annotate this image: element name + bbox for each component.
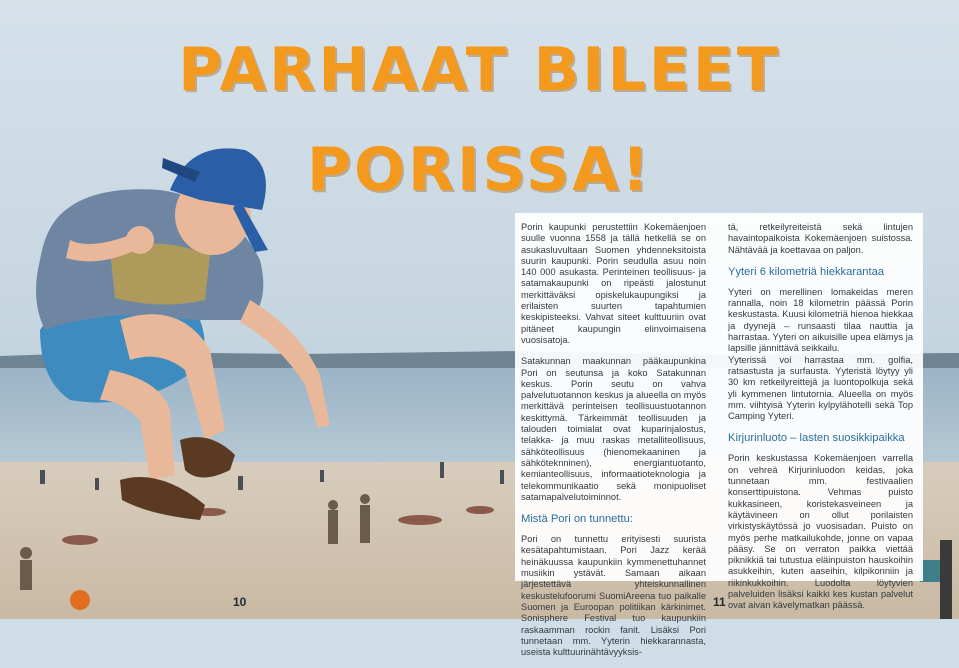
subheading-kirjurinluoto: Kirjurinluoto – lasten suosikkipaikka <box>728 432 905 445</box>
paragraph-intro: Porin kaupunki perustettiin Kokemäenjoen suulle vuonna 1558 ja tällä hetkellä se on asukasluvultaan Suomen yhdenneksitoista suurin kaupunki. Porin seudulla asuu noin 140 000 asukasta. Perinteinen teollisuus- ja satamakaupunki on ripeästi jalostunut merkittäväksi opiskelukaupungiksi ja erilaisten suurten tapahtumien keskipisteeksi. Vahvat siteet kulttuuriin ovat pitäneet kaupungin elinvoimaisena vuosisatoja. <box>521 222 706 345</box>
article-column-left <box>521 222 706 668</box>
article-column-right <box>728 222 913 622</box>
page-number-right: 11 <box>713 595 726 609</box>
page-number-left: 10 <box>233 595 247 609</box>
headline-line-2: PORISSA! <box>306 135 653 205</box>
paragraph-kirjurinluoto: Porin keskustassa Kokemäenjoen varrella on vehreä Kirjurinluodon keidas, joka tunnetaan mm. festivaalien konserttipuistona. Vehmas puisto kukkasineen, koristekasveineen ja käytävineen on ollut porilaisten virkistyskäytössä jo vuosisadan. Puisto on myös perhe matkailukohde, jonne on vapaa pääsy. Se on verraton paikka viettää piknikkiä tai tutustua eläinpuiston hauskoihin asukkeihin, kuten aaseihin, kilpikonniin ja riikinkukkoihin. Luodolta löytyvien palveluiden lisäksi kaikki kes kustan palvelut ovat aivan kävelymatkan päässä. <box>728 453 913 611</box>
paragraph-yyteri-2: Yyterissä voi harrastaa mm. golfia, ratsastusta ja surfausta. Yyteristä löytyy yli 30 km retkeilyreittejä ja luontopolkuja sekä yli kymmenen lintutornia. Alueella on myös mm. viihtyisä Yyterin kylpylähotelli sekä Top Camping Yyteri. <box>728 354 913 422</box>
subheading-yyteri: Yyteri 6 kilometriä hiekkarantaa <box>728 265 885 278</box>
paragraph-region: Satakunnan maakunnan pääkaupunkina Pori on seutunsa ja koko Satakunnan keskus. Porin seutu on vahva palvelutuotannon keskus ja alueella on myös merkittävä perinteisen teollisuustuotannon keskittymä. Tärkeimmät teollisuuden ja talouden toimialat ovat kuparinjalostus, telakka- ja muu raskas metalliteollisuus, sähköteollisuus (hienomekaaninen ja sähköteknninen), energiantuotanto, kemianteollisuus, informaatioteknologia ja telekommunikaatio sekä monipuoliset satamapalvelutoiminnot. <box>521 356 706 502</box>
paragraph-known-for: Pori on tunnettu erityisesti suurista kesätapahtumistaan. Pori Jazz kerää heinäkuussa kaupunkiin kymmenettuhannet musiikin ystävät. Samaan aikaan järjestettävä yhteiskunnallinen keskustelufoorumi SuomiAreena tuo paikalle Suomen ja Euroopan politiikan kärkinimet. Sonisphere Festival tuo kaupunkiin raskaamman rockin fanit. Lisäksi Pori tunnetaan mm. Yyterin hiekkarannasta, useista kulttuurinähtävyyksis- <box>521 534 706 658</box>
headline-line-1: PARHAAT BILEET <box>178 35 781 105</box>
paragraph-continuation: tä, retkeilyreiteistä sekä lintujen havaintopaikoista Kokemäenjoen suistossa. Nähtävää ja koettavaa on paljon. <box>728 222 913 255</box>
paragraph-yyteri-1: Yyteri on merellinen lomakeidas meren rannalla, noin 18 kilometrin päässä Porin keskustasta. Kuusi kilometriä hienoa hiekkaa ja dyynejä – runsaasti tilaa nauttia ja harrastaa. Yyteri on aikuisille upea elämys ja lapsille jännittävä seikkailu. <box>728 286 914 354</box>
subheading-known-for: Mistä Pori on tunnettu: <box>521 513 633 526</box>
